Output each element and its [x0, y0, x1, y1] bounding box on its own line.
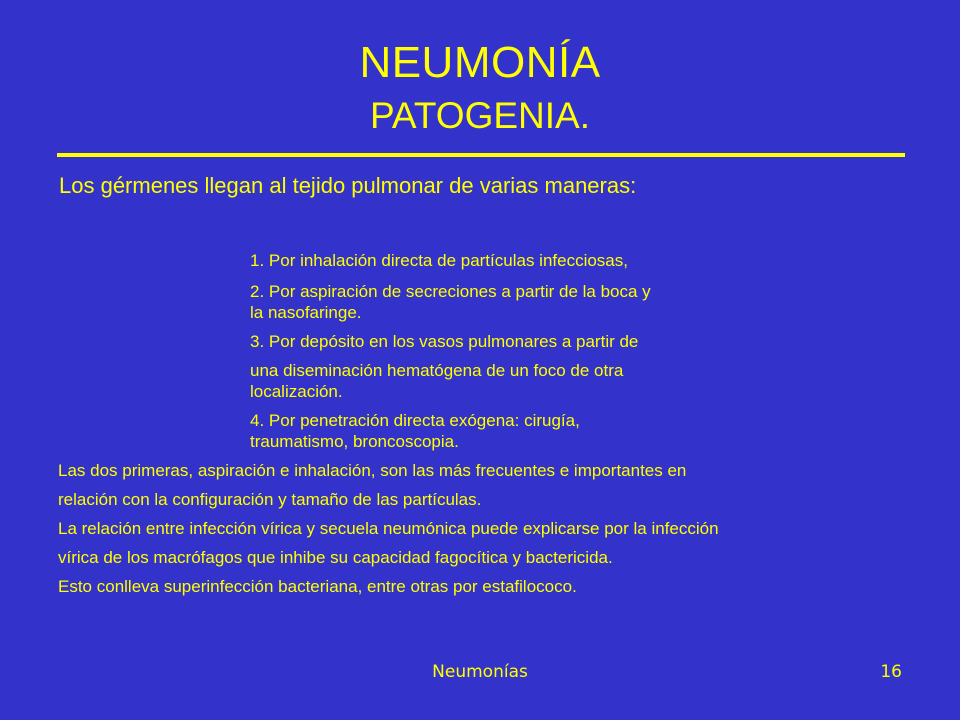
- paragraph-line-1: Las dos primeras, aspiración e inhalación, son las más frecuentes e importantes en: [58, 461, 687, 480]
- paragraph-line-2: relación con la configuración y tamaño de las partículas.: [58, 490, 482, 509]
- paragraph-line-3: La relación entre infección vírica y secuela neumónica puede explicarse por la infección: [58, 519, 719, 538]
- paragraph-line-5: Esto conlleva superinfección bacteriana, entre otras por estafilococo.: [58, 577, 577, 596]
- slide-subtitle: PATOGENIA.: [370, 95, 590, 136]
- title-divider: [57, 153, 905, 157]
- list-item-4-cont: traumatismo, broncoscopia.: [250, 432, 459, 451]
- page-number: 16: [880, 662, 902, 682]
- slide-title: NEUMONÍA: [359, 38, 601, 87]
- list-item-1: 1. Por inhalación directa de partículas infecciosas,: [250, 251, 628, 270]
- list-item-3-cont-2: localización.: [250, 382, 343, 401]
- list-item-3: 3. Por depósito en los vasos pulmonares a partir de: [250, 332, 639, 351]
- list-item-3-cont: una diseminación hematógena de un foco de otra: [250, 361, 624, 380]
- list-item-4: 4. Por penetración directa exógena: cirugía,: [250, 411, 580, 430]
- footer-label: Neumonías: [432, 662, 528, 682]
- intro-text: Los gérmenes llegan al tejido pulmonar de varias maneras:: [59, 173, 637, 198]
- paragraph-line-4: vírica de los macrófagos que inhibe su capacidad fagocítica y bactericida.: [58, 548, 613, 567]
- list-item-2-cont: la nasofaringe.: [250, 303, 362, 322]
- list-item-2: 2. Por aspiración de secreciones a partir de la boca y: [250, 282, 651, 301]
